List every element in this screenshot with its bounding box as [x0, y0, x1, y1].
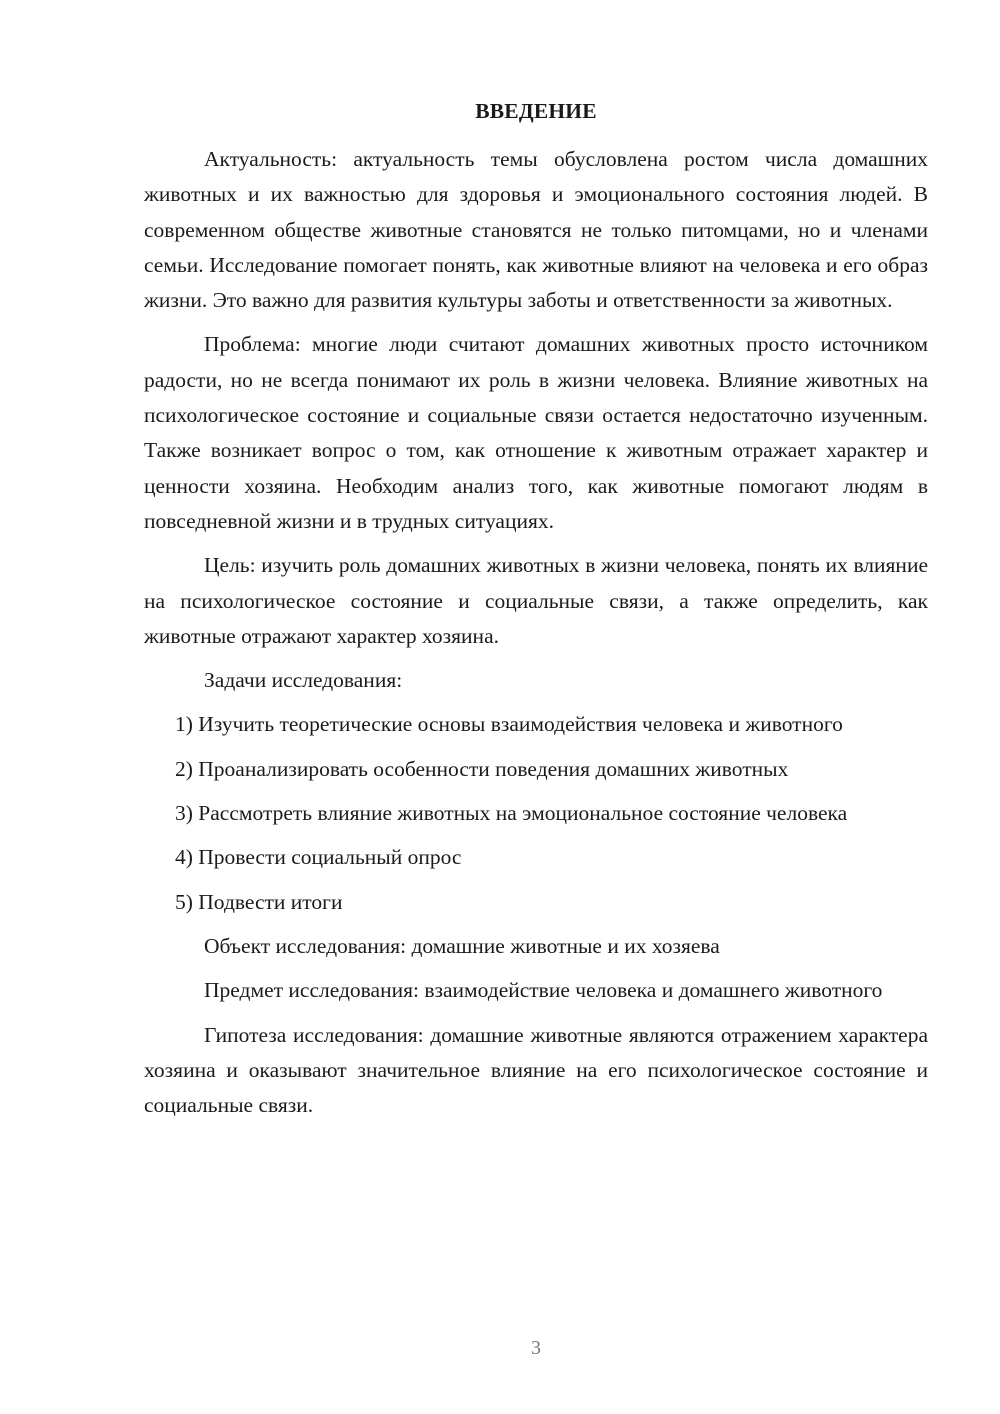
document-body — [144, 142, 928, 1132]
document-page — [144, 0, 928, 1414]
task-item: 3) Рассмотреть влияние животных на эмоциональное состояние человека — [175, 801, 848, 826]
research-subject-paragraph: Предмет исследования: взаимодействие человека и домашнего животного — [204, 978, 883, 1003]
section-title: ВВЕДЕНИЕ — [475, 99, 597, 123]
task-item: 4) Провести социальный опрос — [175, 845, 462, 870]
research-object-paragraph: Объект исследования: домашние животные и их хозяева — [204, 933, 720, 958]
tasks-heading: Задачи исследования: — [204, 668, 403, 693]
page-number: 3 — [531, 1337, 541, 1359]
task-item: 2) Проанализировать особенности поведения домашних животных — [175, 756, 789, 781]
relevance-paragraph: Актуальность: актуальность темы обусловлена ростом числа домашних животных и их важностью для здоровья и эмоционального состояния людей. В современном обществе животные становятся не только питомцами, но и членами семьи. Исследование помогает понять, как животные влияют на человека и его образ жизни. Это важно для развития культуры заботы и ответственности за животных. — [144, 147, 928, 313]
goal-paragraph: Цель: изучить роль домашних животных в жизни человека, понять их влияние на психологическое состояние и социальные связи, а также определить, как животные отражают характер хозяина. — [144, 553, 928, 648]
hypothesis-paragraph: Гипотеза исследования: домашние животные являются отражением характера хозяина и оказывают значительное влияние на его психологическое состояние и социальные связи. — [144, 1022, 928, 1118]
task-item: 5) Подвести итоги — [175, 889, 343, 914]
problem-paragraph: Проблема: многие люди считают домашних животных просто источником радости, но не всегда понимают их роль в жизни человека. Влияние животных на психологическое состояние и социальные связи остается недостаточно изученным. Также возникает вопрос о том, как отношение к животным отражает характер и ценности хозяина. Необходим анализ того, как животные помогают людям в повседневной жизни и в трудных ситуациях. — [144, 332, 928, 533]
task-item: 1) Изучить теоретические основы взаимодействия человека и животного — [175, 712, 843, 737]
